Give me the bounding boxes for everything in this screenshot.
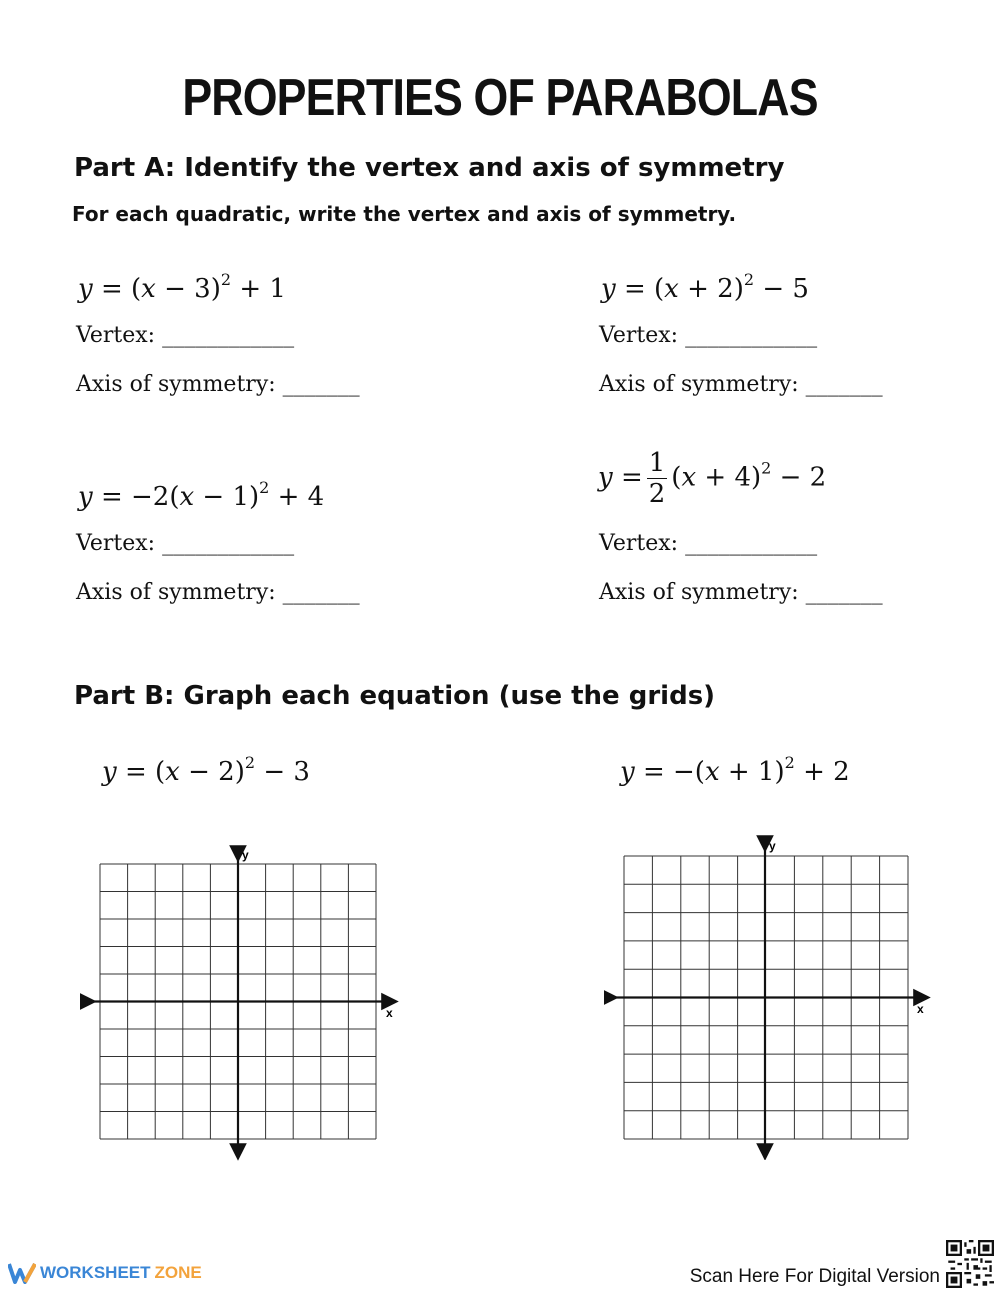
vertex-blank-2[interactable]: Vertex: ____________ [599,323,818,348]
graph-equation-2: $y = -(x + 1)^2 + 2$ [620,753,850,787]
brand-name-b: ZONE [154,1263,202,1282]
vertex-blank-4[interactable]: Vertex: ____________ [599,531,818,556]
graph-equation-1: $y = (x - 2)^2 - 3$ [102,753,310,787]
equation-4: y = $\frac{1}{2}$ $(x + 4)^2 - 2$ [598,448,827,509]
graph-grid-2[interactable] [604,832,934,1160]
brand-logo [8,1262,202,1284]
qr-code-icon[interactable] [946,1240,994,1288]
equation-1: $y = (x - 3)^2 + 1$ [78,270,286,304]
scan-text: Scan Here For Digital Version [689,1266,940,1287]
vertex-blank-3[interactable]: Vertex: ____________ [76,531,295,556]
part-a-instruction: For each quadratic, write the vertex and axis of symmetry. [72,202,737,226]
y-axis-label-2: y [769,839,776,853]
axis-blank-2[interactable]: Axis of symmetry: _______ [599,372,883,397]
equation-2: $y = (x + 2)^2 - 5$ [601,270,809,304]
equation-3: $y = -2(x - 1)^2 + 4$ [78,478,325,512]
vertex-blank-1[interactable]: Vertex: ____________ [76,323,295,348]
axis-blank-4[interactable]: Axis of symmetry: _______ [599,580,883,605]
axis-blank-1[interactable]: Axis of symmetry: _______ [76,372,360,397]
graph-grid-1[interactable] [80,840,400,1165]
axis-blank-3[interactable]: Axis of symmetry: _______ [76,580,360,605]
part-b-heading: Part B: Graph each equation (use the grids) [74,681,716,711]
y-axis-label-1: y [242,848,249,862]
x-axis-label-2: x [917,1002,924,1016]
page-title: PROPERTIES OF PARABOLAS [182,69,818,127]
brand-name-a: WORKSHEET [40,1263,151,1282]
x-axis-label-1: x [386,1006,393,1020]
fraction-one-half: $\frac{1}{2}$ [648,448,666,509]
part-a-heading: Part A: Identify the vertex and axis of symmetry [74,153,785,183]
worksheetzone-w-icon [8,1262,36,1284]
